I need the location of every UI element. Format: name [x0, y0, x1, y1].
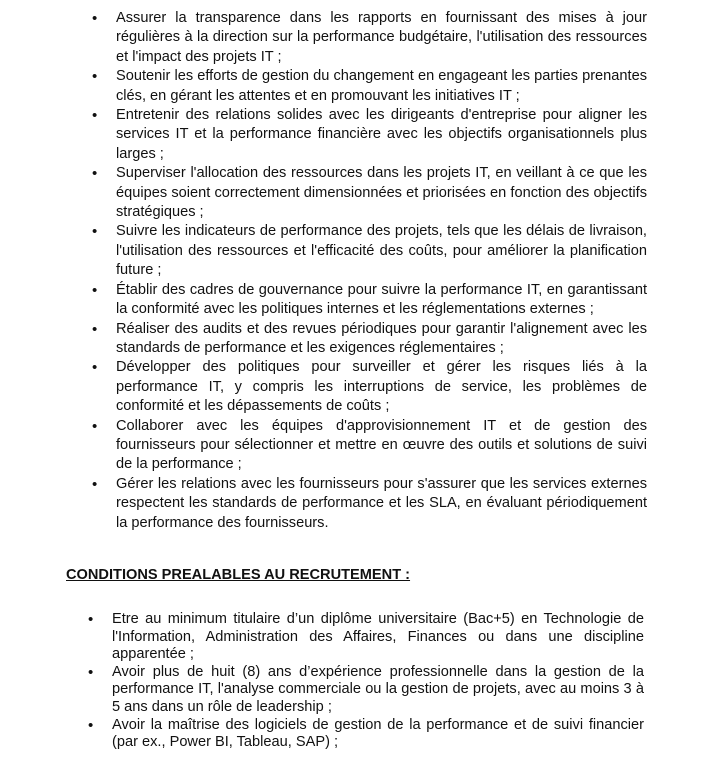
list-item: • Établir des cadres de gouvernance pour suivre la performance IT, en garantissant la conformité avec les politiques internes et les réglementations externes ; [92, 281, 647, 320]
list-item: • Avoir la maîtrise des logiciels de gestion de la performance et de suivi financier (par ex., Power BI, Tableau, SAP) ; [88, 717, 644, 752]
list-item: • Réaliser des audits et des revues périodiques pour garantir l'alignement avec les standards de performance et les exigences réglementaires ; [92, 320, 647, 359]
list-item: • Développer des politiques pour surveiller et gérer les risques liés à la performance IT, y compris les interruptions de service, les problèmes de conformité et les dépassements de coûts ; [92, 358, 647, 416]
section-heading: CONDITIONS PREALABLES AU RECRUTEMENT : [66, 567, 411, 583]
list-item: • Superviser l'allocation des ressources dans les projets IT, en veillant à ce que les équipes soient correctement dimensionnées et priorisées en fonction des objectifs stratégiques ; [92, 164, 647, 222]
list-item: • Assurer la transparence dans les rapports en fournissant des mises à jour régulières à la direction sur la performance budgétaire, l'utilisation des ressources et l'impact des projets IT ; [92, 9, 647, 67]
responsibilities-list [92, 9, 647, 533]
list-item: • Suivre les indicateurs de performance des projets, tels que les délais de livraison, l'utilisation des ressources et l'efficacité des coûts, pour améliorer la planification future ; [92, 222, 647, 280]
list-item: • Avoir plus de huit (8) ans d’expérience professionnelle dans la gestion de la performance IT, l'analyse commerciale ou la gestion de projets, avec au moins 3 à 5 ans dans un rôle de leadership ; [88, 664, 644, 717]
list-item: • Etre au minimum titulaire d’un diplôme universitaire (Bac+5) en Technologie de l'Information, Administration des Affaires, Finances ou dans une discipline apparentée ; [88, 611, 644, 664]
list-item: • Collaborer avec les équipes d'approvisionnement IT et de gestion des fournisseurs pour sélectionner et mettre en œuvre des outils et solutions de suivi de la performance ; [92, 417, 647, 475]
conditions-list [88, 611, 644, 752]
list-item: • Soutenir les efforts de gestion du changement en engageant les parties prenantes clés, en gérant les attentes et en promouvant les initiatives IT ; [92, 67, 647, 106]
list-item: • Entretenir des relations solides avec les dirigeants d'entreprise pour aligner les services IT et la performance financière avec les objectifs organisationnels plus larges ; [92, 106, 647, 164]
list-item: • Gérer les relations avec les fournisseurs pour s'assurer que les services externes respectent les standards de performance et les SLA, en évaluant périodiquement la performance des fournisseurs. [92, 475, 647, 533]
